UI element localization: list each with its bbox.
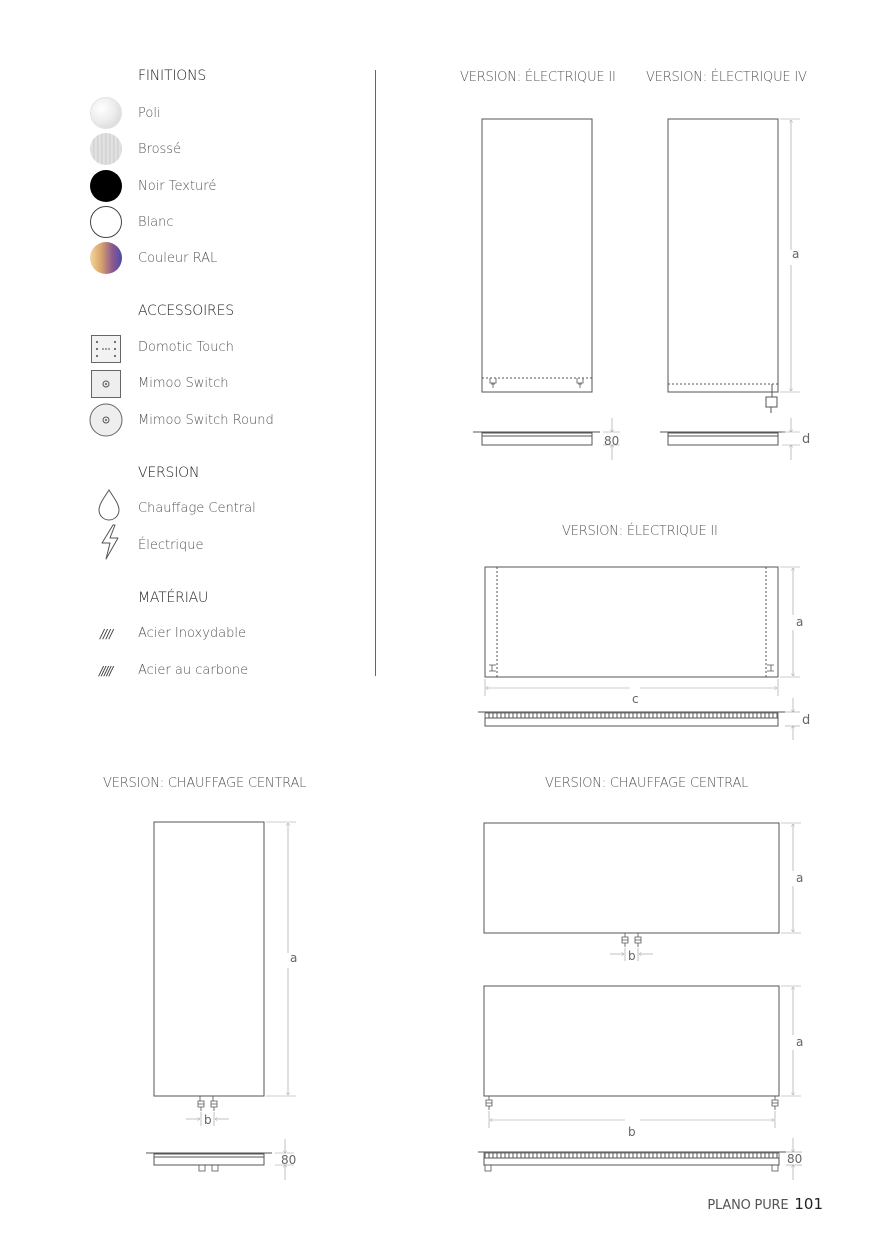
- finitions-heading: FINITIONS: [138, 68, 207, 84]
- finish-noir-label: Noir Texturé: [138, 179, 217, 194]
- central-vertical-title: VERSION: CHAUFFAGE CENTRAL: [103, 776, 307, 791]
- finish-brosse-label: Brossé: [138, 142, 182, 157]
- finish-ral-label: Couleur RAL: [138, 251, 218, 266]
- accessory-mimoo-round-label: Mimoo Switch Round: [138, 413, 274, 428]
- elec2h-depth-label: d: [802, 713, 811, 728]
- finish-poli-label: Poli: [138, 106, 161, 121]
- elec2-vertical-drawing: [473, 119, 620, 460]
- central-v-spacing-label: b: [204, 1113, 212, 1127]
- central-h2-width-label: b: [628, 1125, 636, 1139]
- central-h1-spacing-label: b: [628, 949, 636, 963]
- version-electric-label: Électrique: [138, 538, 204, 553]
- version-central-label: Chauffage Central: [138, 501, 256, 516]
- material-stainless-label: Acier Inoxydable: [138, 626, 246, 641]
- page-footer: [707, 1195, 823, 1213]
- page-number: 101: [794, 1195, 823, 1213]
- central-h2-depth-label: 80: [787, 1152, 803, 1166]
- central-horizontal-title: VERSION: CHAUFFAGE CENTRAL: [545, 776, 749, 791]
- central-v-height-label: a: [290, 951, 298, 965]
- elec4-vertical-title: VERSION: ÉLECTRIQUE IV: [646, 70, 807, 85]
- elec2-depth-label: 80: [604, 434, 620, 448]
- central-horizontal-drawing-2: [478, 986, 803, 1180]
- central-h1-height-label: a: [796, 871, 804, 885]
- elec2h-width-label: c: [632, 692, 639, 706]
- material-carbon-label: Acier au carbone: [138, 663, 249, 678]
- elec4-height-label: a: [792, 247, 800, 261]
- version-heading: VERSION: [138, 465, 200, 481]
- elec4-vertical-drawing: [660, 119, 810, 460]
- central-v-depth-label: 80: [281, 1153, 297, 1167]
- elec2-horizontal-drawing: [478, 567, 810, 740]
- elec2h-height-label: a: [796, 615, 804, 629]
- accessoires-heading: ACCESSOIRES: [138, 303, 234, 319]
- elec4-depth-label: d: [802, 432, 811, 447]
- elec2-vertical-title: VERSION: ÉLECTRIQUE II: [460, 70, 616, 85]
- footer-product-name: PLANO PURE: [707, 1198, 789, 1213]
- carbon-steel-hatch-icon: /////: [99, 664, 112, 678]
- central-horizontal-drawing-1: [484, 823, 803, 963]
- stainless-steel-hatch-icon: ////: [100, 627, 113, 641]
- accessory-domotic-label: Domotic Touch: [138, 340, 234, 355]
- finish-blanc-label: Blanc: [138, 215, 174, 230]
- accessory-mimoo-label: Mimoo Switch: [138, 376, 229, 391]
- central-h2-height-label: a: [796, 1035, 804, 1049]
- central-vertical-drawing: [146, 822, 297, 1180]
- elec2-horizontal-title: VERSION: ÉLECTRIQUE II: [562, 524, 718, 539]
- materiau-heading: MATÉRIAU: [138, 590, 209, 606]
